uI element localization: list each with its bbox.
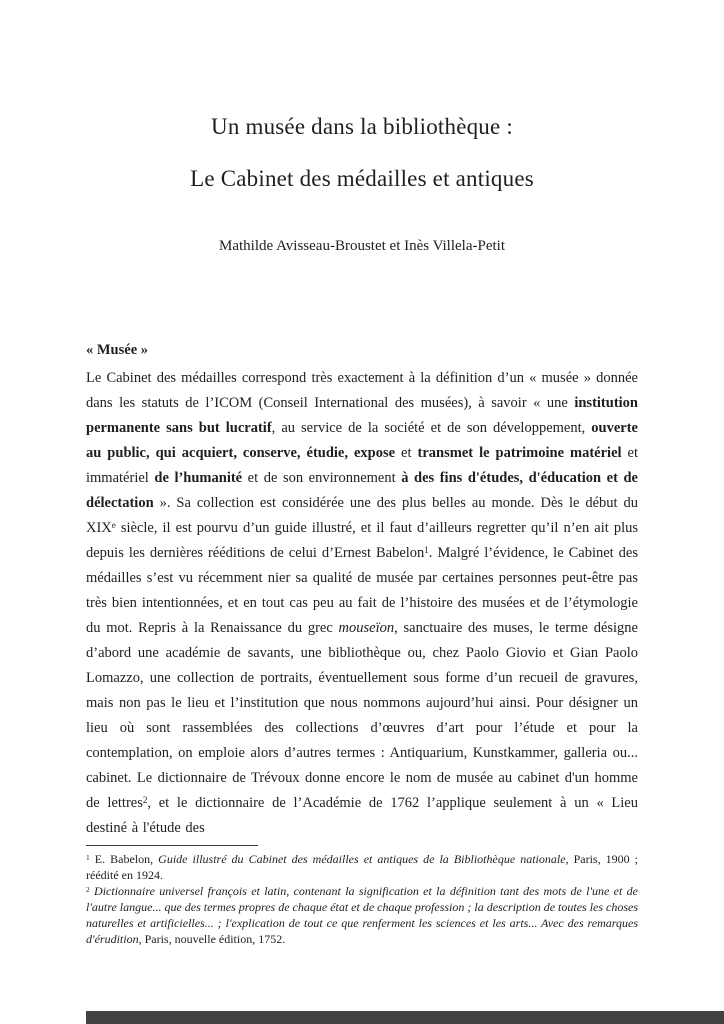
footnote-1 <box>86 851 638 883</box>
body-paragraph: Le Cabinet des médailles correspond très exactement à la définition d’un « musée » donnée dans les statuts de l’ICOM (Conseil International des musées), à savoir « une institution permanente sans but lucratif, au service de la société et de son développement, ouverte au public, qui acquiert, conserve, étudie, expose et transmet le patrimoine matériel et immatériel de l’humanité et de son environnement à des fins d'études, d'éducation et de délectation ». Sa collection est considérée une des plus belles au monde. Dès le début du XIXe siècle, il est pourvu d’un guide illustré, et il faut d’ailleurs regretter qu’il n’en ait plus depuis les dernières rééditions de celui d’Ernest Babelon$^1$. Malgré l’évidence, le Cabinet des médailles s’est vu récemment nier sa qualité de musée par certaines personnes peut-être pas très bien intentionnées, et en tout cas peu au fait de l’histoire des musées et de l’étymologie du mot. Repris à la Renaissance du grec mouseïon, sanctuaire des muses, le terme désigne d’abord une académie de savants, une bibliothèque ou, chez Paolo Giovio et Gian Paolo Lomazzo, une collection de portraits, éventuellement sous forme d’un recueil de gravures, mais non pas le lieu et l’institution que nous nommons aujourd’hui ainsi. Pour désigner un lieu où sont rassemblées des collections d’œuvres d’art pour l’étude et pour la contemplation, on emploie alors d’autres termes : Antiquarium, Kunstkammer, galleria ou... cabinet. Le dictionnaire de Trévoux donne encore le nom de musée au cabinet d'un homme de lettres$^2$, et le dictionnaire de l’Académie de 1762 l’applique seulement à un « Lieu destiné à l'étude des <box>86 370 639 836</box>
footnote-1-text: E. Babelon, Guide illustré du Cabinet des médailles et antiques de la Bibliothèque nationale, Paris, 1900 ; réédité en 1924. <box>86 852 638 882</box>
next-page-edge-bar <box>86 1011 724 1024</box>
section-heading-musee: « Musée » <box>86 342 149 358</box>
authors-line: Mathilde Avisseau-Broustet et Inès Villela-Petit <box>219 238 505 254</box>
footnote-2-text: Dictionnaire universel françois et latin, contenant la signification et la définition tant des mots de l'une et de l'autre langue... que des termes propres de chaque état et de chaque profession ; la description de toutes les choses naturelles et artificielles... ; l'explication de tout ce que renferment les sciences et les arts... Avec des remarques d'érudition, Paris, nouvelle édition, 1752. <box>86 884 639 946</box>
footnote-1-marker: 1 <box>86 852 90 862</box>
footnote-2 <box>86 883 638 947</box>
document-title-line2: Le Cabinet des médailles et antiques <box>190 166 534 191</box>
footnote-separator <box>86 845 258 846</box>
footnotes-block <box>86 851 638 947</box>
footnote-2-marker: 2 <box>86 884 90 894</box>
document-title-line1: Un musée dans la bibliothèque : <box>211 114 513 139</box>
